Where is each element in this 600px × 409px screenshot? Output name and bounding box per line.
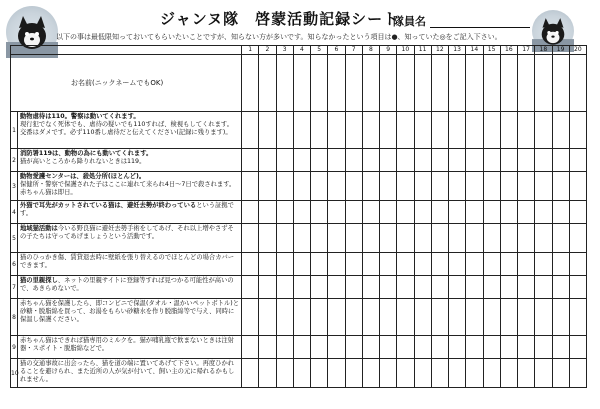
item-number: 1: [11, 112, 18, 149]
check-cell-5-15[interactable]: [483, 224, 500, 253]
check-cell-10-11[interactable]: [414, 359, 431, 388]
check-cell-6-1[interactable]: [242, 253, 259, 276]
check-cell-3-8[interactable]: [362, 172, 379, 201]
check-cell-7-17[interactable]: [518, 276, 535, 299]
check-cell-8-8[interactable]: [362, 299, 379, 336]
check-cell-1-8[interactable]: [362, 112, 379, 149]
name-entry-cell-18[interactable]: [535, 55, 552, 112]
check-cell-7-13[interactable]: [449, 276, 466, 299]
check-cell-9-9[interactable]: [380, 336, 397, 359]
name-entry-cell-19[interactable]: [552, 55, 569, 112]
table-row: [11, 276, 587, 299]
check-cell-2-5[interactable]: [311, 149, 328, 172]
check-cell-9-7[interactable]: [345, 336, 362, 359]
check-cell-6-18[interactable]: [535, 253, 552, 276]
check-cell-5-8[interactable]: [362, 224, 379, 253]
check-cell-8-14[interactable]: [466, 299, 483, 336]
check-cell-4-5[interactable]: [311, 201, 328, 224]
check-cell-6-19[interactable]: [552, 253, 569, 276]
name-entry-cell-5[interactable]: [311, 55, 328, 112]
item-number: 5: [11, 224, 18, 253]
check-cell-8-12[interactable]: [431, 299, 448, 336]
column-header-row: [11, 46, 587, 55]
check-cell-3-19[interactable]: [552, 172, 569, 201]
item-number: 6: [11, 253, 18, 276]
table-row: [11, 112, 587, 149]
check-cell-9-3[interactable]: [276, 336, 293, 359]
name-entry-cell-20[interactable]: [569, 55, 586, 112]
check-cell-8-17[interactable]: [518, 299, 535, 336]
check-cell-1-5[interactable]: [311, 112, 328, 149]
check-cell-4-7[interactable]: [345, 201, 362, 224]
check-cell-7-2[interactable]: [259, 276, 276, 299]
check-cell-9-8[interactable]: [362, 336, 379, 359]
check-cell-6-6[interactable]: [328, 253, 345, 276]
item-text: [18, 149, 242, 172]
check-cell-5-13[interactable]: [449, 224, 466, 253]
check-cell-3-6[interactable]: [328, 172, 345, 201]
check-cell-4-6[interactable]: [328, 201, 345, 224]
check-cell-5-2[interactable]: [259, 224, 276, 253]
column-number-17: 17: [518, 46, 535, 55]
check-cell-1-18[interactable]: [535, 112, 552, 149]
check-cell-9-17[interactable]: [518, 336, 535, 359]
column-number-3: 3: [276, 46, 293, 55]
name-entry-cell-17[interactable]: [518, 55, 535, 112]
check-cell-10-3[interactable]: [276, 359, 293, 388]
column-number-12: 12: [431, 46, 448, 55]
column-number-8: 8: [362, 46, 379, 55]
name-entry-cell-2[interactable]: [259, 55, 276, 112]
check-cell-4-9[interactable]: [380, 201, 397, 224]
check-cell-6-8[interactable]: [362, 253, 379, 276]
check-cell-7-7[interactable]: [345, 276, 362, 299]
check-cell-9-18[interactable]: [535, 336, 552, 359]
name-entry-cell-15[interactable]: [483, 55, 500, 112]
check-cell-10-19[interactable]: [552, 359, 569, 388]
item-text: [18, 224, 242, 253]
check-cell-5-10[interactable]: [397, 224, 414, 253]
column-number-13: 13: [449, 46, 466, 55]
item-number: 10: [11, 359, 18, 388]
check-cell-2-12[interactable]: [431, 149, 448, 172]
name-entry-cell-14[interactable]: [466, 55, 483, 112]
check-cell-4-4[interactable]: [293, 201, 310, 224]
column-number-19: 19: [552, 46, 569, 55]
column-number-11: 11: [414, 46, 431, 55]
column-number-5: 5: [311, 46, 328, 55]
check-cell-10-18[interactable]: [535, 359, 552, 388]
check-cell-1-7[interactable]: [345, 112, 362, 149]
column-number-1: 1: [242, 46, 259, 55]
check-cell-10-13[interactable]: [449, 359, 466, 388]
check-cell-7-3[interactable]: [276, 276, 293, 299]
check-cell-3-7[interactable]: [345, 172, 362, 201]
check-cell-4-14[interactable]: [466, 201, 483, 224]
check-cell-6-16[interactable]: [500, 253, 517, 276]
check-cell-7-19[interactable]: [552, 276, 569, 299]
item-text: [18, 276, 242, 299]
check-cell-6-11[interactable]: [414, 253, 431, 276]
check-cell-3-17[interactable]: [518, 172, 535, 201]
check-cell-7-11[interactable]: [414, 276, 431, 299]
check-cell-7-5[interactable]: [311, 276, 328, 299]
check-cell-7-18[interactable]: [535, 276, 552, 299]
check-cell-9-16[interactable]: [500, 336, 517, 359]
check-cell-1-3[interactable]: [276, 112, 293, 149]
check-cell-10-20[interactable]: [569, 359, 586, 388]
check-cell-9-19[interactable]: [552, 336, 569, 359]
check-cell-1-9[interactable]: [380, 112, 397, 149]
table-row: [11, 299, 587, 336]
check-cell-3-14[interactable]: [466, 172, 483, 201]
check-cell-7-15[interactable]: [483, 276, 500, 299]
check-cell-4-17[interactable]: [518, 201, 535, 224]
check-cell-8-4[interactable]: [293, 299, 310, 336]
record-table: [10, 45, 587, 388]
table-row: [11, 336, 587, 359]
check-cell-8-16[interactable]: [500, 299, 517, 336]
check-cell-6-10[interactable]: [397, 253, 414, 276]
check-cell-6-7[interactable]: [345, 253, 362, 276]
item-body: 猫のひっかき傷、賃貸退去時に壁紙を張り替えるのでほとんどの場合カバーできます。: [20, 254, 235, 269]
check-cell-2-16[interactable]: [500, 149, 517, 172]
check-cell-7-9[interactable]: [380, 276, 397, 299]
check-cell-3-15[interactable]: [483, 172, 500, 201]
check-cell-8-11[interactable]: [414, 299, 431, 336]
check-cell-6-14[interactable]: [466, 253, 483, 276]
check-cell-3-20[interactable]: [569, 172, 586, 201]
check-cell-3-5[interactable]: [311, 172, 328, 201]
item-text: [18, 172, 242, 201]
name-entry-cell-1[interactable]: [242, 55, 259, 112]
check-cell-10-1[interactable]: [242, 359, 259, 388]
check-cell-8-18[interactable]: [535, 299, 552, 336]
check-cell-9-10[interactable]: [397, 336, 414, 359]
check-cell-3-18[interactable]: [535, 172, 552, 201]
check-cell-8-2[interactable]: [259, 299, 276, 336]
name-entry-cell-3[interactable]: [276, 55, 293, 112]
name-entry-cell-13[interactable]: [449, 55, 466, 112]
check-cell-10-5[interactable]: [311, 359, 328, 388]
item-headline: 動物虐待は110。警察は動いてくれます。: [20, 113, 140, 120]
name-row-label: お名前(ニックネームでもOK): [11, 55, 242, 112]
table-row: [11, 172, 587, 201]
check-cell-2-1[interactable]: [242, 149, 259, 172]
column-number-9: 9: [380, 46, 397, 55]
item-text: [18, 299, 242, 336]
check-cell-9-13[interactable]: [449, 336, 466, 359]
check-cell-2-19[interactable]: [552, 149, 569, 172]
check-cell-2-15[interactable]: [483, 149, 500, 172]
check-cell-9-4[interactable]: [293, 336, 310, 359]
check-cell-5-17[interactable]: [518, 224, 535, 253]
check-cell-5-16[interactable]: [500, 224, 517, 253]
check-cell-1-6[interactable]: [328, 112, 345, 149]
check-cell-9-5[interactable]: [311, 336, 328, 359]
check-cell-8-13[interactable]: [449, 299, 466, 336]
check-cell-2-4[interactable]: [293, 149, 310, 172]
check-cell-10-4[interactable]: [293, 359, 310, 388]
column-number-15: 15: [483, 46, 500, 55]
check-cell-7-16[interactable]: [500, 276, 517, 299]
item-body: 猫の交通事故に出会ったら、猫を道の端に置いてあげて下さい。再度ひかれることを避けられ、また近所の人が気が付いて、飼い主の元に帰れるかもしれません。: [20, 360, 235, 383]
check-cell-1-11[interactable]: [414, 112, 431, 149]
check-cell-10-14[interactable]: [466, 359, 483, 388]
check-cell-2-14[interactable]: [466, 149, 483, 172]
check-cell-4-10[interactable]: [397, 201, 414, 224]
column-number-16: 16: [500, 46, 517, 55]
check-cell-5-9[interactable]: [380, 224, 397, 253]
name-entry-cell-8[interactable]: [362, 55, 379, 112]
check-cell-1-14[interactable]: [466, 112, 483, 149]
check-cell-9-15[interactable]: [483, 336, 500, 359]
check-cell-6-4[interactable]: [293, 253, 310, 276]
check-cell-6-20[interactable]: [569, 253, 586, 276]
check-cell-9-20[interactable]: [569, 336, 586, 359]
column-number-10: 10: [397, 46, 414, 55]
check-cell-5-7[interactable]: [345, 224, 362, 253]
item-number: 8: [11, 299, 18, 336]
check-cell-4-8[interactable]: [362, 201, 379, 224]
item-headline: 動物愛護センターは、殺処分所(ほとんど)。: [20, 173, 146, 180]
item-text: [18, 112, 242, 149]
check-cell-8-1[interactable]: [242, 299, 259, 336]
name-entry-cell-6[interactable]: [328, 55, 345, 112]
check-cell-4-11[interactable]: [414, 201, 431, 224]
name-entry-cell-4[interactable]: [293, 55, 310, 112]
column-number-4: 4: [293, 46, 310, 55]
item-body: という証拠です。: [20, 202, 234, 217]
check-cell-1-13[interactable]: [449, 112, 466, 149]
check-cell-5-12[interactable]: [431, 224, 448, 253]
item-body: 現行犯でなく死体でも、虐待の疑いでも110すれば、検視もしてくれます。交番はダメです。必ず110番し虐待だと伝えてください(記録に残ります)。: [20, 121, 234, 136]
check-cell-9-1[interactable]: [242, 336, 259, 359]
check-cell-2-11[interactable]: [414, 149, 431, 172]
item-number: 9: [11, 336, 18, 359]
check-cell-3-9[interactable]: [380, 172, 397, 201]
item-body: 、ネットの里親サイトに登録等すれば見つかる可能性が高いので、あきらめないで。: [20, 277, 234, 292]
check-cell-2-8[interactable]: [362, 149, 379, 172]
check-cell-10-6[interactable]: [328, 359, 345, 388]
check-cell-9-6[interactable]: [328, 336, 345, 359]
check-cell-3-1[interactable]: [242, 172, 259, 201]
check-cell-7-1[interactable]: [242, 276, 259, 299]
item-text: [18, 336, 242, 359]
check-cell-5-18[interactable]: [535, 224, 552, 253]
check-cell-7-10[interactable]: [397, 276, 414, 299]
check-cell-7-8[interactable]: [362, 276, 379, 299]
check-cell-10-15[interactable]: [483, 359, 500, 388]
name-entry-cell-16[interactable]: [500, 55, 517, 112]
check-cell-2-13[interactable]: [449, 149, 466, 172]
check-cell-5-5[interactable]: [311, 224, 328, 253]
check-cell-9-2[interactable]: [259, 336, 276, 359]
column-number-18: 18: [535, 46, 552, 55]
check-cell-10-17[interactable]: [518, 359, 535, 388]
table-row: [11, 253, 587, 276]
check-cell-2-7[interactable]: [345, 149, 362, 172]
check-cell-4-12[interactable]: [431, 201, 448, 224]
name-entry-cell-10[interactable]: [397, 55, 414, 112]
item-number: 7: [11, 276, 18, 299]
check-cell-5-1[interactable]: [242, 224, 259, 253]
check-cell-7-14[interactable]: [466, 276, 483, 299]
name-row: [11, 55, 587, 112]
check-cell-2-18[interactable]: [535, 149, 552, 172]
check-cell-1-19[interactable]: [552, 112, 569, 149]
check-cell-1-1[interactable]: [242, 112, 259, 149]
check-cell-2-9[interactable]: [380, 149, 397, 172]
check-cell-7-20[interactable]: [569, 276, 586, 299]
check-cell-8-5[interactable]: [311, 299, 328, 336]
check-cell-8-3[interactable]: [276, 299, 293, 336]
check-cell-1-16[interactable]: [500, 112, 517, 149]
check-cell-6-12[interactable]: [431, 253, 448, 276]
item-text: [18, 253, 242, 276]
check-cell-4-13[interactable]: [449, 201, 466, 224]
check-cell-9-11[interactable]: [414, 336, 431, 359]
check-cell-3-12[interactable]: [431, 172, 448, 201]
check-cell-8-20[interactable]: [569, 299, 586, 336]
check-cell-1-20[interactable]: [569, 112, 586, 149]
column-number-2: 2: [259, 46, 276, 55]
check-cell-3-2[interactable]: [259, 172, 276, 201]
check-cell-3-16[interactable]: [500, 172, 517, 201]
item-body: 赤ちゃん猫はできれば猫専用のミルクを。猫が哺乳瓶で飲まないときは注射器・スポイト・脱脂綿などで。: [20, 337, 234, 352]
item-headline: 猫の里親探し: [20, 277, 58, 284]
check-cell-5-19[interactable]: [552, 224, 569, 253]
name-entry-cell-7[interactable]: [345, 55, 362, 112]
check-cell-4-1[interactable]: [242, 201, 259, 224]
check-cell-4-19[interactable]: [552, 201, 569, 224]
item-headline: 地域猫活動は: [20, 225, 58, 232]
member-name-label: 隊員名: [393, 15, 426, 28]
table-row: [11, 149, 587, 172]
check-cell-8-10[interactable]: [397, 299, 414, 336]
check-cell-8-7[interactable]: [345, 299, 362, 336]
item-number: 3: [11, 172, 18, 201]
check-cell-1-12[interactable]: [431, 112, 448, 149]
item-number: 4: [11, 201, 18, 224]
item-headline: 外猫で耳先がカットされている猫は、避妊去勢が終わっている: [20, 202, 197, 209]
check-cell-8-6[interactable]: [328, 299, 345, 336]
check-cell-5-14[interactable]: [466, 224, 483, 253]
check-cell-2-3[interactable]: [276, 149, 293, 172]
item-number: 2: [11, 149, 18, 172]
check-cell-10-16[interactable]: [500, 359, 517, 388]
check-cell-3-3[interactable]: [276, 172, 293, 201]
check-cell-3-13[interactable]: [449, 172, 466, 201]
check-cell-8-19[interactable]: [552, 299, 569, 336]
check-cell-6-5[interactable]: [311, 253, 328, 276]
check-cell-6-9[interactable]: [380, 253, 397, 276]
column-number-20: 20: [569, 46, 586, 55]
check-cell-6-17[interactable]: [518, 253, 535, 276]
column-number-6: 6: [328, 46, 345, 55]
check-cell-2-20[interactable]: [569, 149, 586, 172]
check-cell-1-17[interactable]: [518, 112, 535, 149]
check-cell-7-12[interactable]: [431, 276, 448, 299]
column-number-7: 7: [345, 46, 362, 55]
check-cell-3-11[interactable]: [414, 172, 431, 201]
name-entry-cell-11[interactable]: [414, 55, 431, 112]
check-cell-5-3[interactable]: [276, 224, 293, 253]
item-text: [18, 201, 242, 224]
check-cell-9-14[interactable]: [466, 336, 483, 359]
instruction-text: 以下の事は最低限知っておいてもらいたいことですが、知らない方が多いです。知らなかったという項目は●、知っていた◎をご記入下さい。: [56, 33, 502, 41]
check-cell-1-4[interactable]: [293, 112, 310, 149]
header-corner-cell: [11, 46, 242, 55]
item-body: 今いる野良猫に避妊去勢手術をしてあげ、それ以上増やさずその子たちは守ってあげましょうという活動です。: [20, 225, 234, 240]
check-cell-8-15[interactable]: [483, 299, 500, 336]
table-row: [11, 359, 587, 388]
sheet-title: ジャンヌ隊 啓蒙活動記録シート: [160, 10, 400, 28]
check-cell-9-12[interactable]: [431, 336, 448, 359]
name-entry-cell-9[interactable]: [380, 55, 397, 112]
item-headline: 消防署119は、動物の為にも動いてくれます。: [20, 150, 153, 157]
check-cell-4-16[interactable]: [500, 201, 517, 224]
check-cell-5-11[interactable]: [414, 224, 431, 253]
check-cell-3-10[interactable]: [397, 172, 414, 201]
item-text: [18, 359, 242, 388]
check-cell-1-2[interactable]: [259, 112, 276, 149]
check-cell-1-10[interactable]: [397, 112, 414, 149]
check-cell-5-4[interactable]: [293, 224, 310, 253]
check-cell-10-7[interactable]: [345, 359, 362, 388]
check-cell-3-4[interactable]: [293, 172, 310, 201]
check-cell-10-12[interactable]: [431, 359, 448, 388]
table-row: [11, 201, 587, 224]
column-number-14: 14: [466, 46, 483, 55]
check-cell-6-2[interactable]: [259, 253, 276, 276]
check-cell-4-20[interactable]: [569, 201, 586, 224]
check-cell-10-8[interactable]: [362, 359, 379, 388]
check-cell-2-17[interactable]: [518, 149, 535, 172]
check-cell-6-13[interactable]: [449, 253, 466, 276]
item-body: 猫が高いところから降りれないときは119。: [20, 158, 146, 165]
check-cell-10-10[interactable]: [397, 359, 414, 388]
check-cell-6-3[interactable]: [276, 253, 293, 276]
table-row: [11, 224, 587, 253]
check-cell-7-6[interactable]: [328, 276, 345, 299]
check-cell-4-18[interactable]: [535, 201, 552, 224]
check-cell-8-9[interactable]: [380, 299, 397, 336]
item-body: 保健所・警察で保護された子はここに連れて来られ4日〜7日で殺されます。赤ちゃん猫は即日。: [20, 181, 236, 196]
check-cell-2-2[interactable]: [259, 149, 276, 172]
check-cell-6-15[interactable]: [483, 253, 500, 276]
check-cell-2-10[interactable]: [397, 149, 414, 172]
check-cell-4-3[interactable]: [276, 201, 293, 224]
check-cell-10-9[interactable]: [380, 359, 397, 388]
name-entry-cell-12[interactable]: [431, 55, 448, 112]
check-cell-10-2[interactable]: [259, 359, 276, 388]
item-body: 赤ちゃん猫を保護したら、即コンビニで保温(タオル・温かいペットボトル)と砂糖・脱脂綿を買って、お湯をもらい砂糖水を作り脱脂綿等で与え、同時に保温し保護ください。: [20, 300, 240, 323]
check-cell-1-15[interactable]: [483, 112, 500, 149]
check-cell-2-6[interactable]: [328, 149, 345, 172]
check-cell-5-20[interactable]: [569, 224, 586, 253]
check-cell-4-2[interactable]: [259, 201, 276, 224]
check-cell-7-4[interactable]: [293, 276, 310, 299]
check-cell-4-15[interactable]: [483, 201, 500, 224]
check-cell-5-6[interactable]: [328, 224, 345, 253]
member-name-field[interactable]: [430, 27, 530, 28]
